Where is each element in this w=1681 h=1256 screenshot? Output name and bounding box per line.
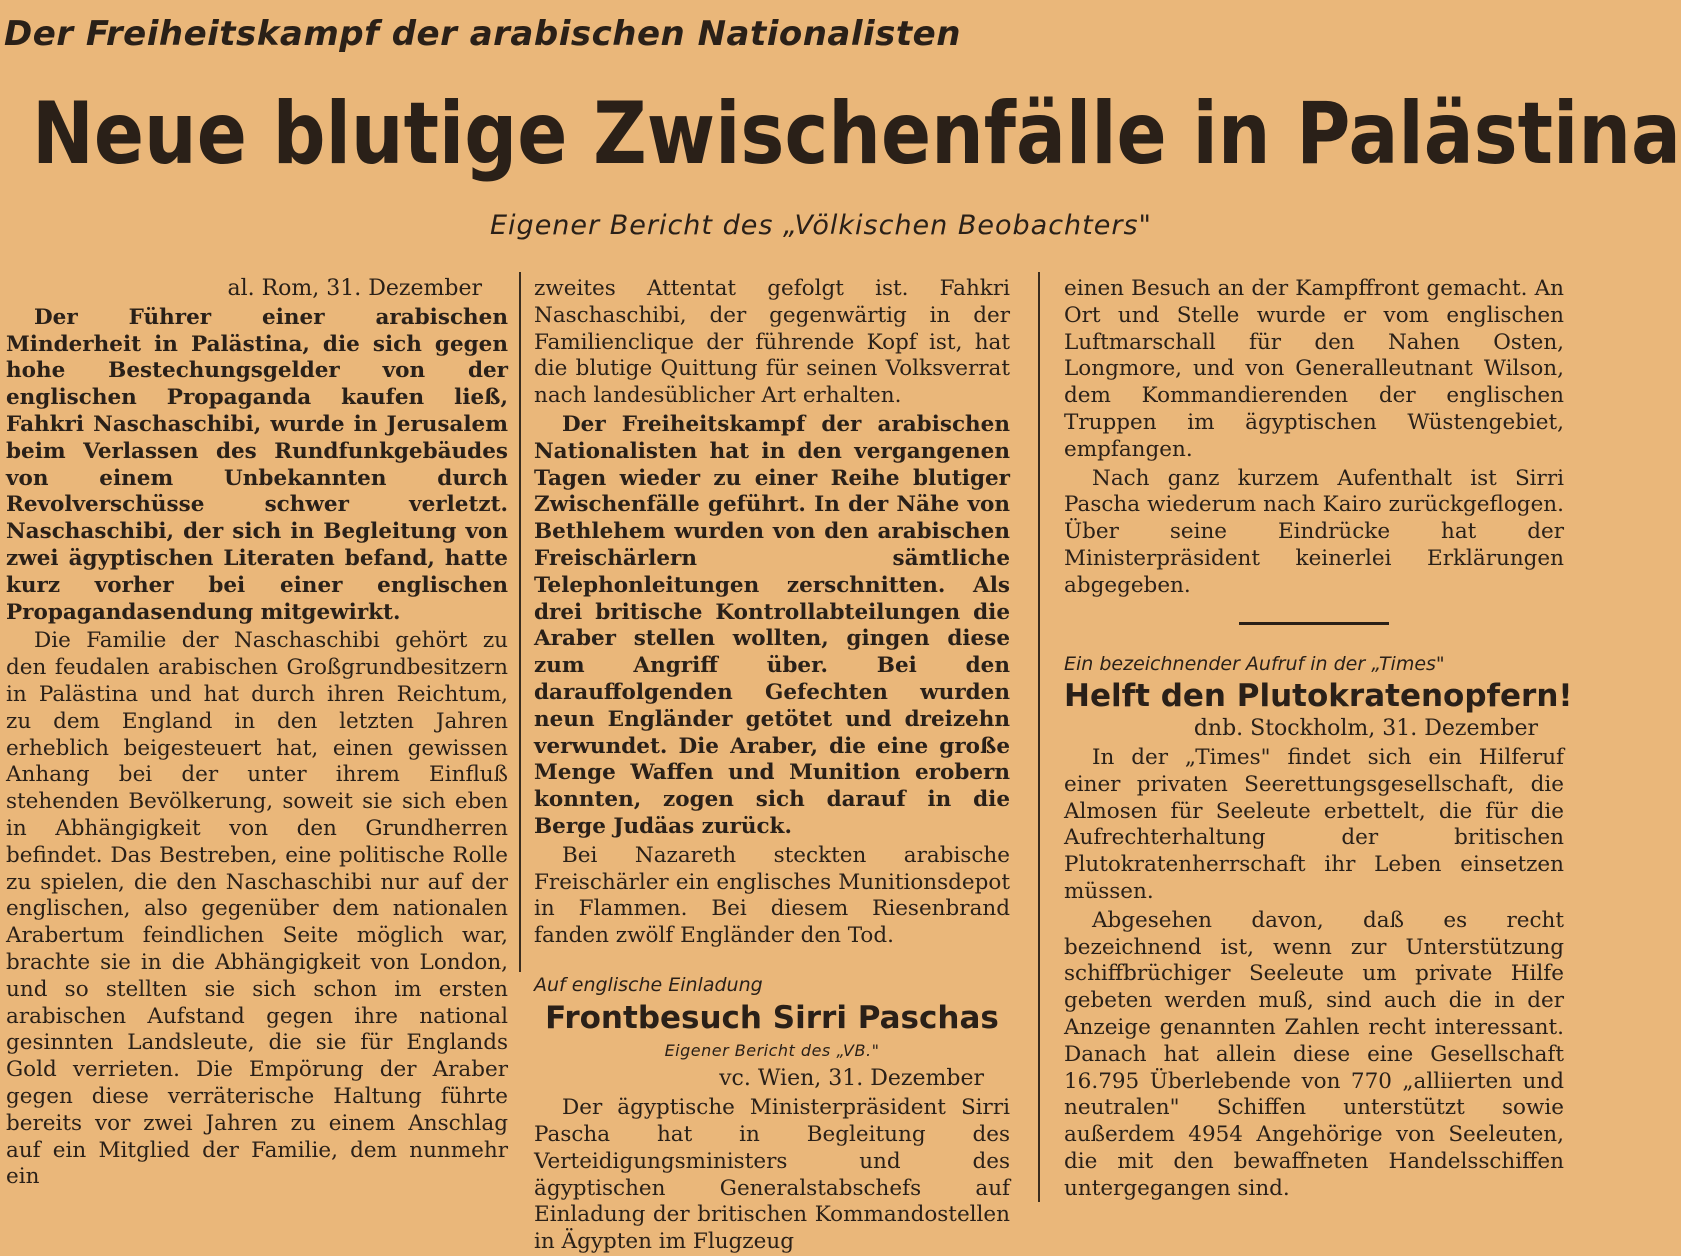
story2-kicker: Auf englische Einladung [534,973,763,996]
article-kicker: Der Freiheitskampf der arabischen Nationalisten [4,14,961,54]
story3-dateline: dnb. Stockholm, 31. Dezember [1193,716,1538,742]
section-divider [1239,622,1389,625]
article-byline: Eigener Bericht des „Völkischen Beobachters" [490,210,1152,241]
story3-headline: Helft den Plutokratenopfern! [1064,678,1573,715]
story3-paragraph-2: Abgesehen davon, daß es recht bezeichnend ist, wenn zur Unterstützung schiffbrüchiger Seeleute um private Hilfe gebeten werden muß, sind auch die in der Anzeige genannten Zahlen recht interessant. Danach hat allein diese eine Gesellschaft 16.795 Überlebende von 770 „alliierten und neutralen" Schiffen unterstützt sowie außerdem 4954 Angehörige von Seeleuten, die mit den bewaffneten Handelsschiffen untergegangen sind. [1064,907,1564,1201]
story3-kicker: Ein bezeichnender Aufruf in der „Times" [1064,652,1445,675]
column-divider-left [519,272,521,972]
article-lead-paragraph: Der Führer einer arabischen Minderheit in Palästina, die sich gegen hohe Bestechungsgelder von der englischen Propaganda kaufen ließ, Fahkri Naschaschibi, wurde in Jerusalem beim Verlassen des Rundfunkgebäudes von einem Unbekannten durch Revolverschüsse schwer verletzt. Naschaschibi, der sich in Begleitung von zwei ägyptischen Literaten befand, hatte kurz vorher bei einer englischen Propagandasendung mitgewirkt. [6,304,508,625]
column-divider-right [1038,272,1040,1202]
article-continuation-paragraph: zweites Attentat gefolgt ist. Fahkri Naschaschibi, der gegenwärtig in der Familienclique der führende Kopf ist, hat die blutige Quittung für seinen Volksverrat nach landesüblicher Art erhalten. [534,276,1010,409]
story2-dateline: vc. Wien, 31. Dezember [719,1066,984,1092]
story2-byline: Eigener Bericht des „VB." [664,1040,880,1060]
story2-continuation-paragraph: einen Besuch an der Kampffront gemacht. An Ort und Stelle wurde er vom englischen Luftmarschall für den Nahen Osten, Longmore, und von Generalleutnant Wilson, dem Kommandierenden der englischen Truppen im ägyptischen Wüstengebiet, empfangen. [1064,276,1564,462]
story2-closing-paragraph: Nach ganz kurzem Aufenthalt ist Sirri Pascha wiederum nach Kairo zurückgeflogen. Über seine Eindrücke hat der Ministerpräsident keinerlei Erklärungen abgegeben. [1064,465,1564,598]
story2-headline: Frontbesuch Sirri Paschas [545,999,999,1036]
article-body-paragraph: Die Familie der Naschaschibi gehört zu den feudalen arabischen Großgrundbesitzern in Palästina und hat durch ihren Reichtum, zu dem England in den letzten Jahren erheblich beigesteuert hat, einen gewissen Anhang bei der unter ihrem Einfluß stehenden Bevölkerung, soweit sie sich eben in Abhängigkeit von den Grundherren befindet. Das Bestreben, eine politische Rolle zu spielen, die den Naschaschibi nur auf der englischen, also gegenüber dem nationalen Arabertum feindlichen Seite möglich war, brachte sie in die Abhängigkeit von London, und so stellten sie sich schon im ersten arabischen Aufstand gegen ihre national gesinnten Landsleute, die sie für Englands Gold verrieten. Die Empörung der Araber gegen diese verräterische Haltung führte bereits vor zwei Jahren zu einem Anschlag auf ein Mitglied der Familie, dem nunmehr ein [6,628,508,1190]
column-3 [1064,276,1573,1203]
article-headline: Neue blutige Zwischenfälle in Palästina [32,84,1681,184]
column-1 [6,276,508,1191]
column-2 [534,276,1010,1256]
article-bold-paragraph: Der Freiheitskampf der arabischen Nationalisten hat in den vergangenen Tagen wieder zu einer Reihe blutiger Zwischenfälle geführt. In der Nähe von Bethlehem wurden von den arabischen Freischärlern sämtliche Telephonleitungen zerschnitten. Als drei britische Kontrollabteilungen die Araber stellen wollten, gingen diese zum Angriff über. Bei den darauffolgenden Gefechten wurden neun Engländer getötet und dreizehn verwundet. Die Araber, die eine große Menge Waffen und Munition erobern konnten, zogen sich darauf in die Berge Judäas zurück. [534,411,1010,839]
article-closing-paragraph: Bei Nazareth steckten arabische Freischärler ein englisches Munitionsdepot in Flammen. Bei diesem Riesenbrand fanden zwölf Engländer den Tod. [534,842,1010,949]
article-dateline: al. Rom, 31. Dezember [227,276,482,301]
story2-body-paragraph: Der ägyptische Ministerpräsident Sirri Pascha hat in Begleitung des Verteidigungsministers und des ägyptischen Generalstabschefs auf Einladung der britischen Kommandostellen in Ägypten im Flugzeug [534,1095,1010,1255]
story3-paragraph-1: In der „Times" findet sich ein Hilferuf einer privaten Seerettungsgesellschaft, die Almosen für Seeleute erbettelt, die für die Aufrechterhaltung der britischen Plutokratenherrschaft ihr Leben einsetzen müssen. [1064,744,1564,904]
